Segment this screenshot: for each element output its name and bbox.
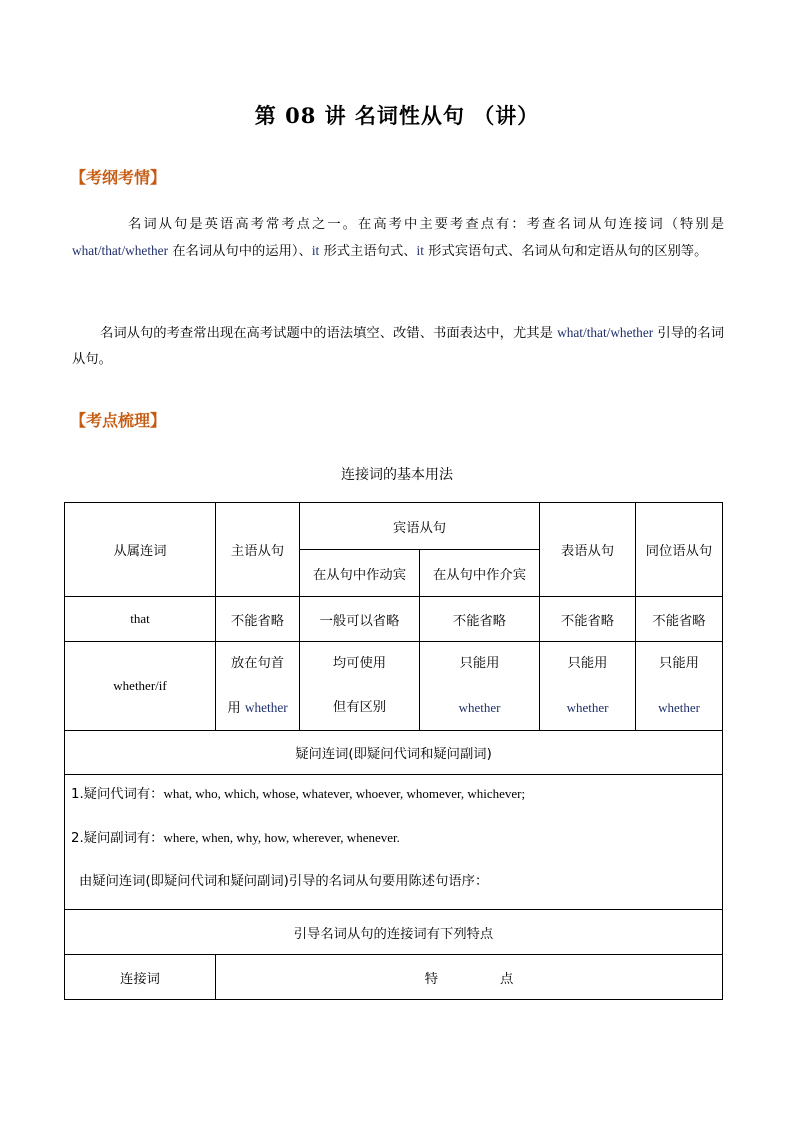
table-row <box>65 597 723 642</box>
exam-text-1: 名词从句的考查常出现在高考试题中的语法填空、改错、书面表达中，尤其是 <box>100 326 558 341</box>
section-heading-points: 【考点梳理】 <box>70 411 167 430</box>
cell-whether-verb-object <box>300 642 420 731</box>
cell-that: that <box>65 597 216 642</box>
pronouns-list: what, who, which, whose, whatever, whoever, whomever, whichever; <box>163 786 526 801</box>
section-heading-syllabus: 【考纲考情】 <box>70 168 167 187</box>
intro-en-3: it <box>416 243 424 258</box>
connector-label: 连接词 <box>65 955 216 1000</box>
cell-line: 均可使用 <box>332 656 387 671</box>
header-predicative-clause: 表语从句 <box>540 503 636 597</box>
header-conjunction: 从属连词 <box>65 503 216 597</box>
pronouns-line <box>71 783 722 805</box>
table-caption: 连接词的基本用法 <box>341 467 453 483</box>
interrogative-header: 疑问连词(即疑问代词和疑问副词) <box>65 731 723 775</box>
header-appositive-clause: 同位语从句 <box>636 503 723 597</box>
adverbs-line <box>71 827 722 849</box>
table-row <box>65 642 723 731</box>
cell-line: 但有区别 <box>332 700 387 715</box>
cell-line <box>216 697 299 720</box>
cell-that-predicative: 不能省略 <box>540 597 636 642</box>
word-order-note: 由疑问连词(即疑问代词和疑问副词)引导的名词从句要用陈述句语序： <box>79 874 489 889</box>
cell-whether-predicative <box>540 642 636 731</box>
cell-that-appositive: 不能省略 <box>636 597 723 642</box>
intro-text-4: 形式宾语句式、名词从句和定语从句的区别等。 <box>423 244 708 259</box>
pronouns-label: 1.疑问代词有： <box>71 787 164 802</box>
exam-en: what/that/whether <box>557 325 654 340</box>
cell-line: 只能用 <box>659 656 699 671</box>
cell-line: 只能用 <box>459 656 500 671</box>
exam-paragraph <box>72 320 724 373</box>
header-verb-object: 在从句中作动宾 <box>300 550 420 597</box>
interrogative-list-cell <box>65 775 723 910</box>
cell-en: whether <box>458 700 501 715</box>
cell-whether: whether/if <box>65 642 216 731</box>
cell-that-prep-object: 不能省略 <box>420 597 540 642</box>
page-title: 第 08 讲 名词性从句 （讲） <box>254 103 540 128</box>
intro-en-1: what/that/whether <box>72 243 168 258</box>
intro-paragraph <box>72 212 724 265</box>
feature-char-2: 点 <box>500 971 514 987</box>
header-prep-object: 在从句中作介宾 <box>420 550 540 597</box>
cell-that-verb-object: 一般可以省略 <box>300 597 420 642</box>
cell-text: 用 <box>227 700 245 716</box>
cell-whether-subject <box>216 642 300 731</box>
intro-text-3: 形式主语句式、 <box>319 244 417 259</box>
connector-usage-table <box>64 502 723 1000</box>
intro-text: 名词从句是英语高考常考点之一。在高考中主要考查点有：考查名词从句连接词（特别是 <box>128 217 724 232</box>
cell-that-subject: 不能省略 <box>216 597 300 642</box>
cell-whether-appositive <box>636 642 723 731</box>
feature-char-1: 特 <box>424 971 438 987</box>
cell-whether-prep-object <box>420 642 540 731</box>
cell-en: whether <box>244 699 288 715</box>
cell-line: 只能用 <box>567 656 608 671</box>
exam-text-2: 引导的名词从句。 <box>72 326 724 367</box>
cell-en: whether <box>566 700 609 715</box>
header-subject-clause: 主语从句 <box>216 503 300 597</box>
cell-line: 放在句首 <box>230 655 285 671</box>
adverbs-list: where, when, why, how, wherever, whenever. <box>163 830 400 845</box>
intro-en-2: it <box>311 243 320 258</box>
adverbs-label: 2.疑问副词有： <box>71 831 164 846</box>
feature-label <box>216 955 723 1000</box>
cell-en: whether <box>658 700 700 715</box>
intro-text-2: 在名词从句中的运用）、 <box>168 244 312 259</box>
header-object-clause: 宾语从句 <box>300 503 540 550</box>
features-header: 引导名词从句的连接词有下列特点 <box>65 910 723 955</box>
